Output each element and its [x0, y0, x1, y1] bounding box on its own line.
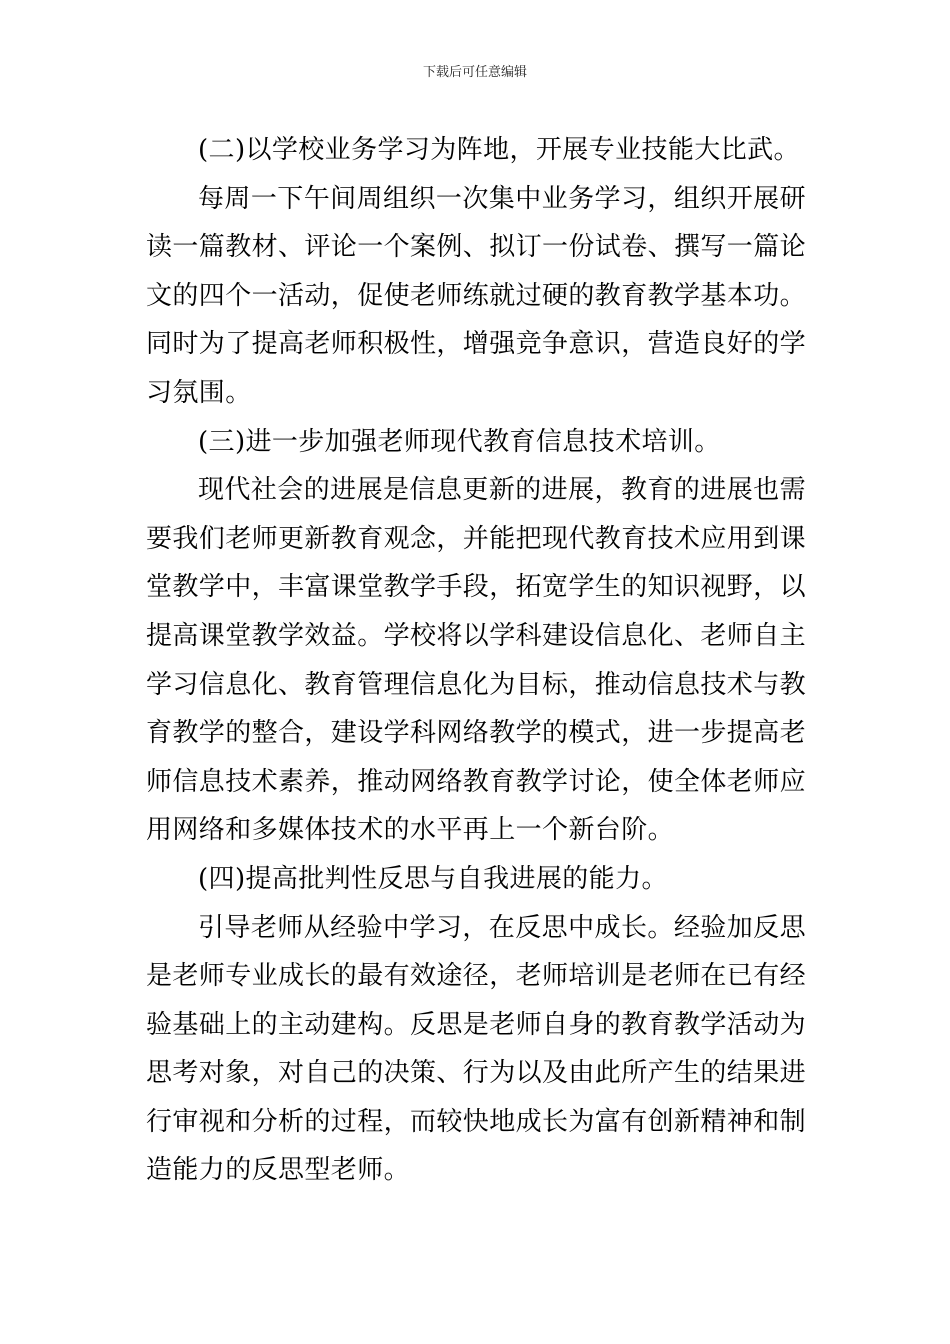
- paragraph-study-activities: 每周一下午间周组织一次集中业务学习，组织开展研读一篇教材、评论一个案例、拟订一份试卷、撰写一篇论文的四个一活动，促使老师练就过硬的教育教学基本功。同时为了提高老师积极性，增强竞争意识，营造良好的学习氛围。: [146, 183, 807, 408]
- section-heading-3: (三)进一步加强老师现代教育信息技术培训。: [198, 426, 721, 457]
- paragraph-reflection: 引导老师从经验中学习，在反思中成长。经验加反思是老师专业成长的最有效途径，老师培训是老师在已有经验基础上的主动建构。反思是老师自身的教育教学活动为思考对象，对自己的决策、行为以及由此所产生的结果进行审视和分析的过程，而较快地成长为富有创新精神和制造能力的反思型老师。: [146, 912, 807, 1186]
- paragraph-it-training: 现代社会的进展是信息更新的进展，教育的进展也需要我们老师更新教育观念，并能把现代教育技术应用到课堂教学中，丰富课堂教学手段，拓宽学生的知识视野，以提高课堂教学效益。学校将以学科建设信息化、老师自主学习信息化、教育管理信息化为目标，推动信息技术与教育教学的整合，建设学科网络教学的模式，进一步提高老师信息技术素养，推动网络教育教学讨论，使全体老师应用网络和多媒体技术的水平再上一个新台阶。: [146, 475, 807, 846]
- body-text: [146, 126, 806, 1195]
- header-note: 下载后可任意编辑: [422, 65, 527, 80]
- section-heading-2: (二)以学校业务学习为阵地，开展专业技能大比武。: [198, 135, 800, 165]
- section-heading-4: (四)提高批判性反思与自我进展的能力。: [198, 863, 668, 894]
